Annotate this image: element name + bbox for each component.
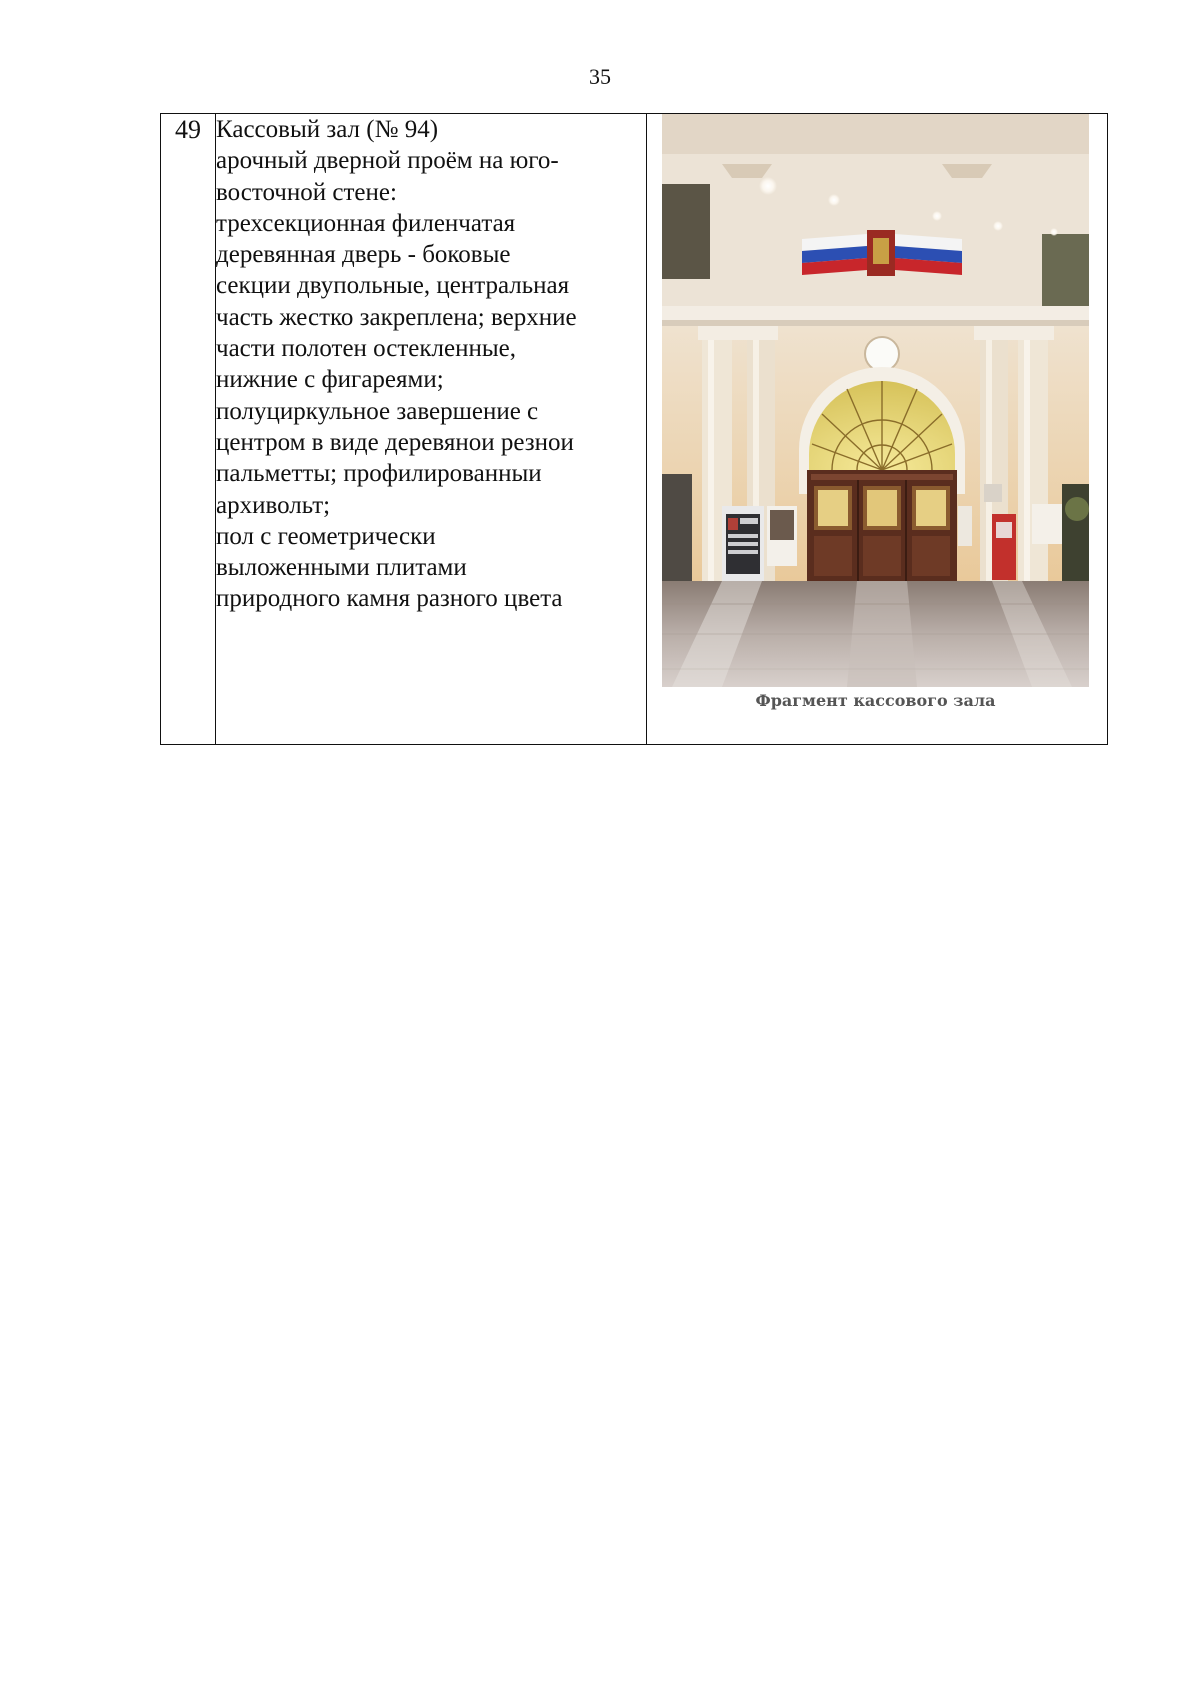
item-photo-cell (647, 114, 1108, 745)
ticket-hall-photo (662, 114, 1089, 687)
table-row (161, 114, 1108, 745)
item-number: 49 (161, 114, 216, 745)
description-line: арочный дверной проём на юго- (216, 147, 559, 175)
description-line: части полотен остекленные, (216, 335, 517, 363)
description-line: секции двупольные, центральная (216, 272, 570, 300)
description-line: пальметты; профилированныи (216, 460, 542, 488)
item-table (160, 113, 1108, 745)
description-line: часть жестко закреплена; верхние (216, 303, 577, 331)
description-line: восточной стене: (216, 178, 397, 206)
description-line: полуциркульное завершение с (216, 397, 539, 425)
item-description (216, 114, 647, 745)
description-line: нижние с фигареями; (216, 366, 444, 394)
description-line: природного камня разного цвета (216, 585, 563, 613)
description-line: Кассовый зал (№ 94) (216, 116, 439, 143)
description-line: выложенными плитами (216, 554, 467, 582)
description-line: пол с геометрически (216, 522, 436, 550)
description-line: центром в виде деревянои резнои (216, 428, 574, 456)
page-number: 35 (589, 64, 611, 89)
description-line: архивольт; (216, 491, 331, 519)
description-line: деревянная дверь - боковые (216, 241, 511, 269)
photo-caption: Фрагмент кассового зала (755, 691, 996, 710)
description-line: трехсекционная филенчатая (216, 209, 516, 237)
